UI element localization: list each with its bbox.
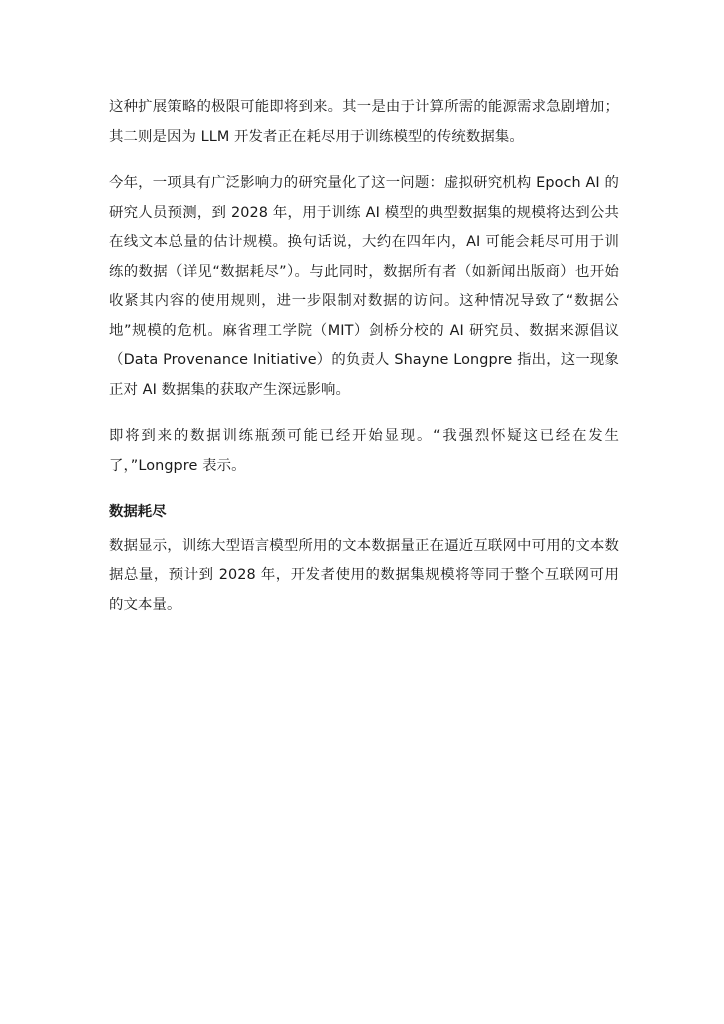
- paragraph: 即将到来的数据训练瓶颈可能已经开始显现。“我强烈怀疑这已经在发生了，”Longpre 表示。: [109, 428, 619, 474]
- paragraph: 这种扩展策略的极限可能即将到来。其一是由于计算所需的能源需求急剧增加；其二则是因为 LLM 开发者正在耗尽用于训练模型的传统数据集。: [109, 99, 619, 145]
- paragraph: 数据显示，训练大型语言模型所用的文本数据量正在逼近互联网中可用的文本数据总量，预计到 2028 年，开发者使用的数据集规模将等同于整个互联网可用的文本量。: [109, 537, 619, 613]
- article-body: [109, 93, 619, 620]
- section-heading: 数据耗尽: [109, 504, 167, 520]
- paragraph: 今年，一项具有广泛影响力的研究量化了这一问题：虚拟研究机构 Epoch AI 的研究人员预测，到 2028 年，用于训练 AI 模型的典型数据集的规模将达到公共在线文本总量的估计规模。换句话说，大约在四年内，AI 可能会耗尽可用于训练的数据（详见“数据耗尽”）。与此同时，数据所有者（如新闻出版商）也开始收紧其内容的使用规则，进一步限制对数据的访问。这种情况导致了“数据公地”规模的危机。麻省理工学院（MIT）剑桥分校的 AI 研究员、数据来源倡议（Data Provenance Initiative）的负责人 Shayne Longpre 指出，这一现象正对 AI 数据集的获取产生深远影响。: [109, 175, 619, 398]
